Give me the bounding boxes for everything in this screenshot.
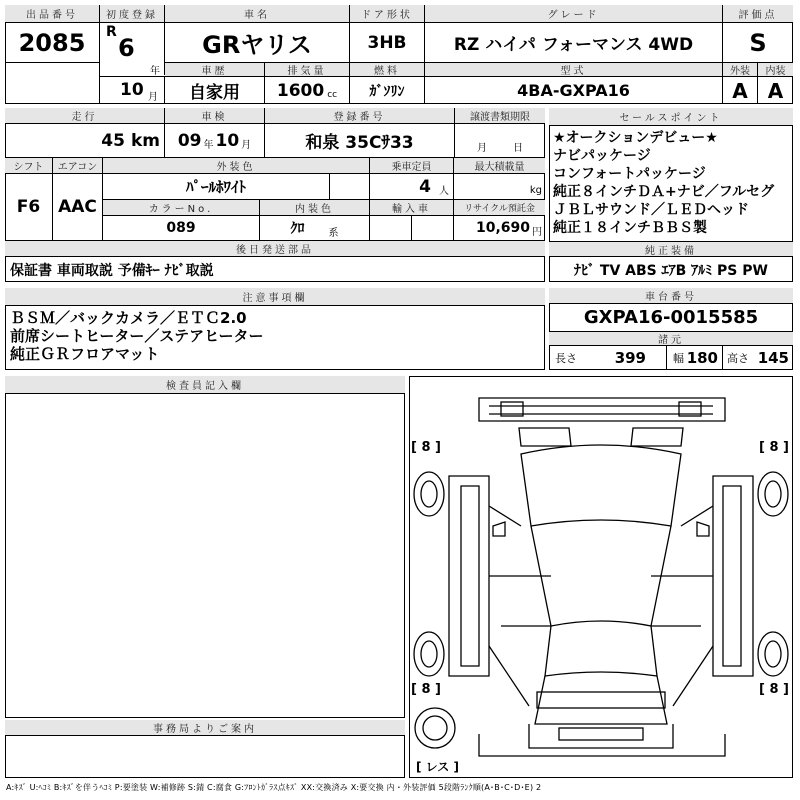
mileage-label: 走行 [5, 108, 165, 124]
specs-label: 諸元 [549, 332, 793, 346]
sales-point-line: ＪＢＬサウンド／ＬＥＤヘッド [553, 202, 749, 218]
int-color-label: 内装色 [260, 200, 370, 216]
spec-height-label: 高さ [727, 352, 749, 365]
later-parts: 保証書 車両取説 予備ｷｰ ﾅﾋﾞ取説 [10, 262, 214, 279]
tire-front-left-depth: [ 8 ] [411, 440, 441, 455]
lot-blank [5, 63, 100, 104]
transfer-label: 譲渡書類期限 [455, 108, 545, 124]
tire-rear-left-depth: [ 8 ] [411, 682, 441, 697]
model: 4BA-GXPA16 [425, 77, 723, 104]
first-reg-month: 10 [120, 80, 144, 100]
interior-grade: A [767, 78, 784, 103]
car-name-label: 車名 [165, 5, 350, 23]
inspection-cell [165, 124, 265, 158]
spec-height-cell [723, 346, 793, 370]
transfer-month-unit: 月 [477, 143, 487, 154]
sales-point-line: ★オークションデビュー★ [553, 130, 718, 146]
displacement-label: 排気量 [265, 63, 350, 77]
score: S [723, 23, 793, 63]
recycle-unit: 円 [532, 226, 542, 238]
recycle-cell [454, 216, 545, 241]
lot-label: 出品番号 [5, 5, 100, 23]
spec-height: 145 [757, 349, 789, 367]
ext-color: ﾊﾟｰﾙﾎﾜｲﾄ [103, 174, 330, 200]
first-reg-month-unit: 月 [148, 92, 158, 103]
capacity-cell [370, 174, 454, 200]
first-reg-year: 6 [118, 34, 135, 62]
exterior-grade-label: 外装 [723, 63, 758, 77]
displacement: 1600 [276, 80, 325, 101]
grade: RZ ハイパ フォーマンス 4WD [425, 23, 723, 63]
sales-point-line: ナビパッケージ [553, 148, 651, 164]
history-label: 車歴 [165, 63, 265, 77]
notes-label: 注意事項欄 [5, 288, 545, 306]
int-color-unit: 系 [328, 227, 339, 239]
note-line: 前席シートヒーター／ステアヒーター [10, 327, 264, 345]
recycle-label: リサイクル預託金 [454, 200, 545, 216]
spec-width-cell [667, 346, 723, 370]
spec-width-label: 幅 [673, 352, 684, 365]
mileage-unit: km [130, 130, 160, 151]
import-blank-2 [412, 216, 454, 241]
inspection-month: 10 [215, 130, 240, 151]
mileage-cell [5, 124, 165, 158]
history: 自家用 [165, 77, 265, 104]
later-parts-label: 後日発送部品 [5, 241, 545, 257]
color-no-label: カラーNo. [103, 200, 260, 216]
fuel: ｶﾞｿﾘﾝ [350, 77, 425, 104]
door-label: ドア形状 [350, 5, 425, 23]
damage-legend: A:ｷｽﾞ U:ﾍｺﾐ B:ｷｽﾞを伴うﾍｺﾐ P:要塗装 W:補修跡 S:錆 C:腐食 G:ﾌﾛﾝﾄｶﾞﾗｽ点ｷｽﾞ XX:交換済み X:要交換 内・外装評価 5段階ﾗﾝｸ順(A･B･C･D･E) 2 [6, 783, 542, 792]
inspector-label: 検査員記入欄 [5, 376, 405, 394]
inspection-label: 車検 [165, 108, 265, 124]
import-blank-1 [370, 216, 412, 241]
recycle: 10,690 [475, 220, 530, 236]
import-label: 輸入車 [370, 200, 454, 216]
spec-length: 399 [614, 349, 646, 367]
shift-label: シフト [5, 158, 53, 174]
int-color: ｸﾛ [290, 221, 305, 237]
sales-point-line: 純正８インチＤＡ+ナビ／フルセグ [553, 184, 775, 200]
equipment: ﾅﾋﾞ TV ABS ｴｱB ｱﾙﾐ PS PW [574, 262, 768, 279]
model-label: 型式 [425, 63, 723, 77]
aircon: AAC [53, 174, 103, 241]
equipment-label: 純正装備 [549, 241, 793, 257]
tire-front-right-depth: [ 8 ] [759, 440, 789, 455]
displacement-cell [265, 77, 350, 104]
sales-point-line: 純正１８インチＢＢＳ製 [553, 220, 707, 236]
spec-length-label: 長さ [555, 352, 577, 365]
note-line: ＢＳＭ／バックカメラ／ＥＴＣ2.0 [10, 309, 247, 327]
car-outline-diagram [409, 376, 793, 778]
note-line: 純正ＧＲフロアマット [10, 345, 160, 363]
first-reg-era: R [106, 24, 117, 40]
office-label: 事務局よりご案内 [5, 720, 405, 736]
color-no: 089 [103, 216, 260, 241]
int-color-cell [260, 216, 370, 241]
registration: 和泉 35Cｻ33 [265, 124, 455, 158]
sales-points-label: セールスポイント [549, 108, 793, 126]
shift: F6 [5, 174, 53, 241]
door-type: 3HB [350, 23, 425, 63]
sales-point-line: コンフォートパッケージ [553, 166, 706, 182]
spare-tire-status: [ レス ] [416, 760, 459, 774]
transfer-cell [455, 124, 545, 158]
max-load-label: 最大積載量 [454, 158, 545, 174]
registration-label: 登録番号 [265, 108, 455, 124]
capacity-label: 乗車定員 [370, 158, 454, 174]
inspection-year: 09 [177, 130, 202, 151]
interior-grade-label: 内装 [758, 63, 793, 77]
first-reg-label: 初度登録 [100, 5, 165, 23]
inspector-table [5, 376, 405, 718]
ext-color-extra [330, 174, 370, 200]
chassis-label: 車台番号 [549, 288, 793, 304]
spec-width: 180 [686, 349, 718, 367]
lot-number: 2085 [5, 23, 100, 63]
transfer-day-unit: 日 [513, 143, 523, 154]
spec-length-cell [549, 346, 667, 370]
aircon-label: エアコン [53, 158, 103, 174]
tire-rear-right-depth: [ 8 ] [759, 682, 789, 697]
fuel-label: 燃料 [350, 63, 425, 77]
chassis-number: GXPA16-0015585 [549, 304, 793, 332]
capacity-unit: 人 [439, 186, 449, 197]
exterior-grade: A [723, 77, 758, 104]
displacement-unit: cc [327, 89, 338, 100]
car-name: GRヤリス [165, 23, 350, 63]
max-load-unit: kg [529, 185, 542, 196]
mileage: 45 [101, 130, 125, 151]
sales-points-list [553, 129, 774, 237]
capacity: 4 [419, 176, 431, 197]
first-reg-year-unit: 年 [150, 66, 160, 77]
notes-list [10, 309, 264, 363]
grade-label: グレード [425, 5, 723, 23]
inspection-year-unit: 年 [203, 140, 214, 151]
score-label: 評価点 [723, 5, 793, 23]
max-load-cell [454, 174, 545, 200]
inspection-month-unit: 月 [241, 140, 252, 151]
ext-color-label: 外装色 [103, 158, 370, 174]
